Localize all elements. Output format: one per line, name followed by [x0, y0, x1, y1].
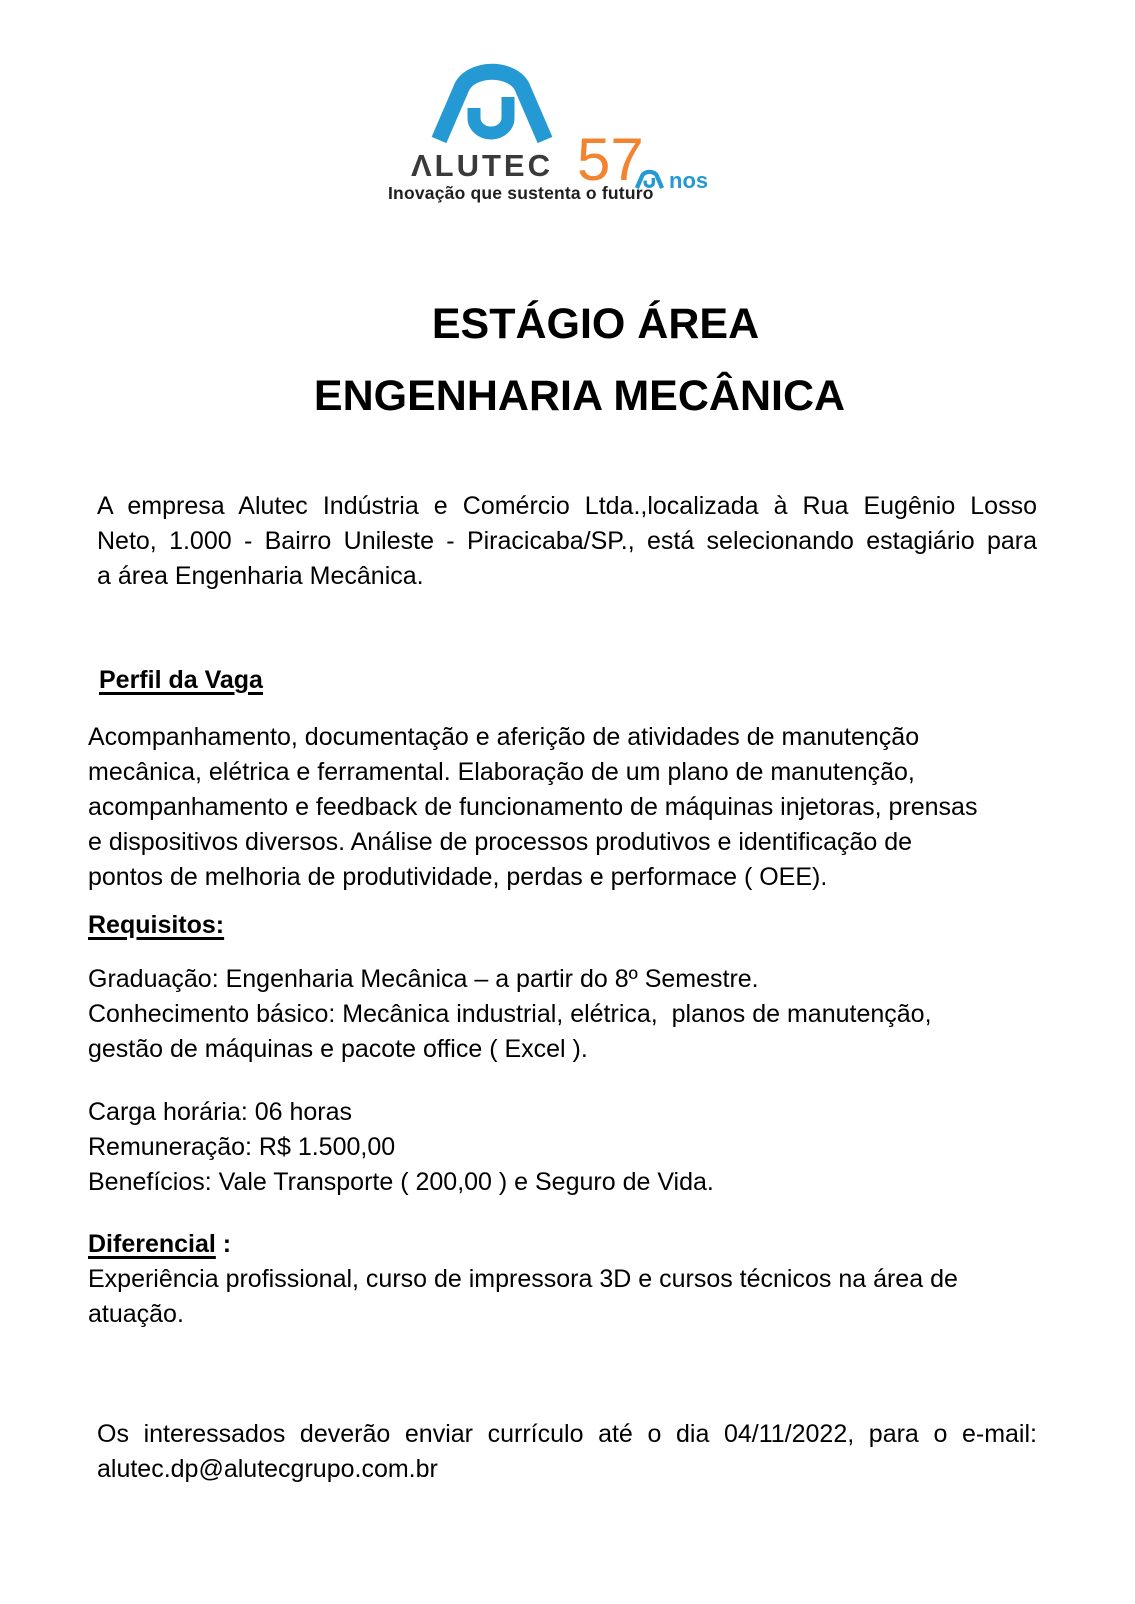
beneficios-line: Benefícios: Vale Transporte ( 200,00 ) e Seguro de Vida.	[88, 1168, 714, 1196]
perfil-heading	[99, 663, 263, 698]
perfil-line: Acompanhamento, documentação e aferição de atividades de manutenção	[88, 723, 920, 751]
perfil-line: e dispositivos diversos. Análise de processos produtivos e identificação de	[88, 828, 913, 856]
section-heading: Diferencial	[88, 1230, 216, 1258]
requisitos-line: gestão de máquinas e pacote office ( Excel ).	[88, 1035, 588, 1063]
remuneracao-line: Remuneração: R$ 1.500,00	[88, 1133, 396, 1161]
diferencial-section	[88, 1227, 1048, 1332]
carga-horaria-line: Carga horária: 06 horas	[88, 1098, 353, 1126]
diferencial-heading	[88, 1227, 1048, 1262]
intro-line: A empresa Alutec Indústria e Comércio Ltda.,localizada à Rua Eugênio Losso	[97, 492, 1037, 520]
contact-line: Os interessados deverão enviar currículo até o dia 04/11/2022, para o e-mail:	[97, 1420, 1037, 1448]
requisitos-line: Conhecimento básico: Mecânica industrial, elétrica, planos de manutenção,	[88, 1000, 932, 1028]
logo-brand-text: ΛLUTEC	[411, 148, 553, 183]
contact-paragraph	[97, 1417, 1037, 1487]
section-heading: Perfil da Vaga	[99, 666, 263, 694]
diferencial-line: Experiência profissional, curso de impressora 3D e cursos técnicos na área de	[88, 1265, 958, 1293]
perfil-line: acompanhamento e feedback de funcionamento de máquinas injetoras, prensas	[88, 793, 978, 821]
section-heading: Requisitos:	[88, 911, 225, 939]
perfil-line: pontos de melhoria de produtividade, perdas e performace ( OEE).	[88, 863, 828, 891]
condicoes-paragraph	[88, 1095, 1048, 1200]
requisitos-heading	[88, 908, 224, 943]
requisitos-paragraph	[88, 962, 1048, 1067]
heading-colon: :	[215, 1230, 232, 1258]
page-title-line1: ESTÁGIO ÁREA	[431, 300, 760, 348]
logo-tagline: Inovação que sustenta o futuro	[388, 183, 654, 203]
perfil-paragraph	[88, 720, 1048, 895]
intro-paragraph	[97, 489, 1037, 594]
logo-years-suffix: nos	[669, 168, 709, 193]
logo-years-number: 57	[577, 126, 644, 193]
intro-line: Neto, 1.000 - Bairro Unileste - Piracicaba/SP., está selecionando estagiário para	[97, 527, 1037, 555]
intro-line: a área Engenharia Mecânica.	[97, 562, 424, 590]
diferencial-line: atuação.	[88, 1300, 184, 1328]
perfil-line: mecânica, elétrica e ferramental. Elaboração de um plano de manutenção,	[88, 758, 915, 786]
alutec-arch-icon	[427, 64, 557, 148]
contact-email: alutec.dp@alutecgrupo.com.br	[97, 1455, 438, 1483]
requisitos-line: Graduação: Engenharia Mecânica – a partir do 8º Semestre.	[88, 965, 759, 993]
page-title-line2: ENGENHARIA MECÂNICA	[313, 372, 846, 420]
